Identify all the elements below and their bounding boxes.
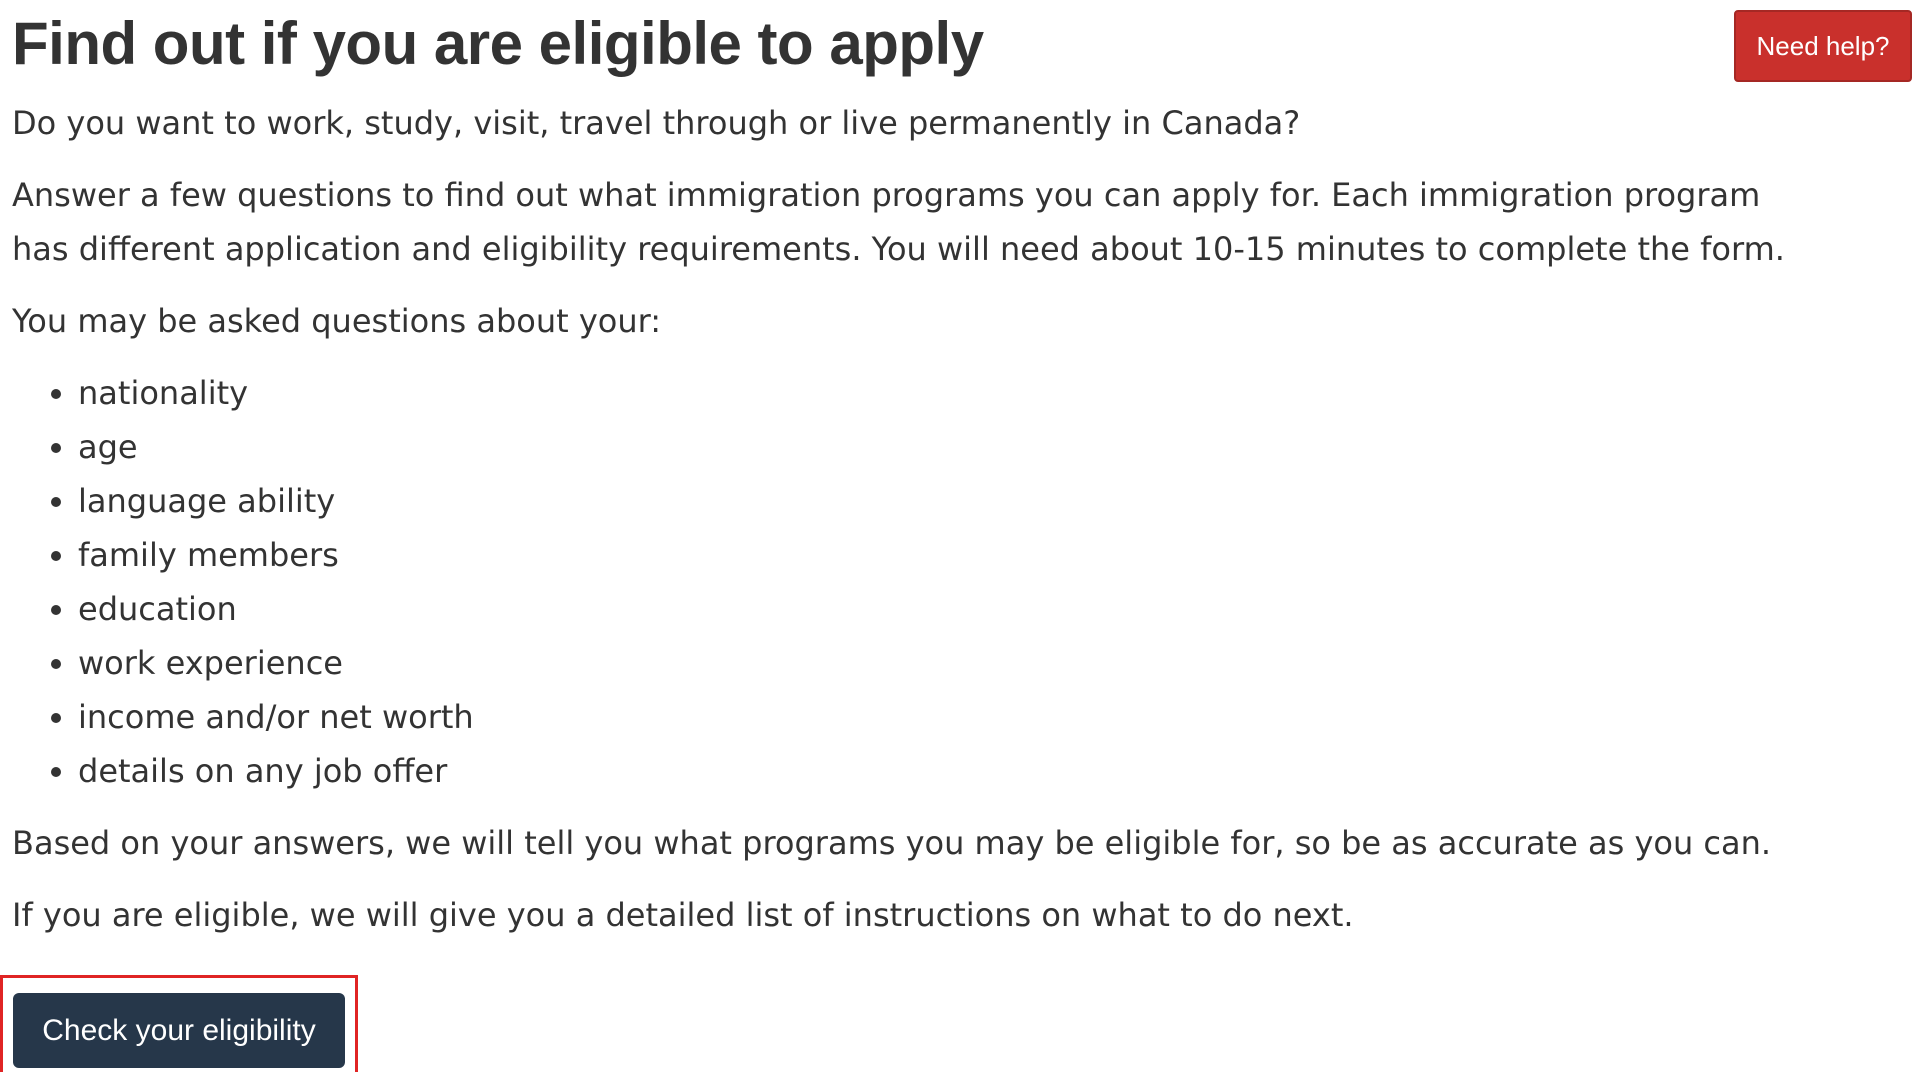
accuracy-note: Based on your answers, we will tell you what programs you may be eligible for, so be as accurate as you can. (12, 824, 1772, 862)
need-help-button[interactable]: Need help? (1734, 10, 1912, 82)
list-intro: You may be asked questions about your: (12, 302, 661, 340)
intro-description: Answer a few questions to find out what immigration programs you can apply for. Each immigration program has different application and eligibility requirements. You will need about 10-15 minutes to complete the form. (12, 176, 1785, 268)
topics-list (12, 366, 1812, 798)
check-eligibility-button[interactable]: Check your eligibility (13, 993, 345, 1068)
next-steps-note: If you are eligible, we will give you a detailed list of instructions on what to do next. (12, 896, 1354, 934)
list-item: • language ability (78, 474, 1812, 528)
list-item: • work experience (78, 636, 1812, 690)
list-item: • details on any job offer (78, 744, 1812, 798)
list-item: • income and/or net worth (78, 690, 1812, 744)
intro-question: Do you want to work, study, visit, travel through or live permanently in Canada? (12, 104, 1301, 142)
highlight-box (0, 975, 358, 1072)
list-item: • age (78, 420, 1812, 474)
list-item: • education (78, 582, 1812, 636)
list-item: • nationality (78, 366, 1812, 420)
list-item: • family members (78, 528, 1812, 582)
page-title: Find out if you are eligible to apply (12, 10, 984, 77)
main-content (12, 96, 1812, 960)
